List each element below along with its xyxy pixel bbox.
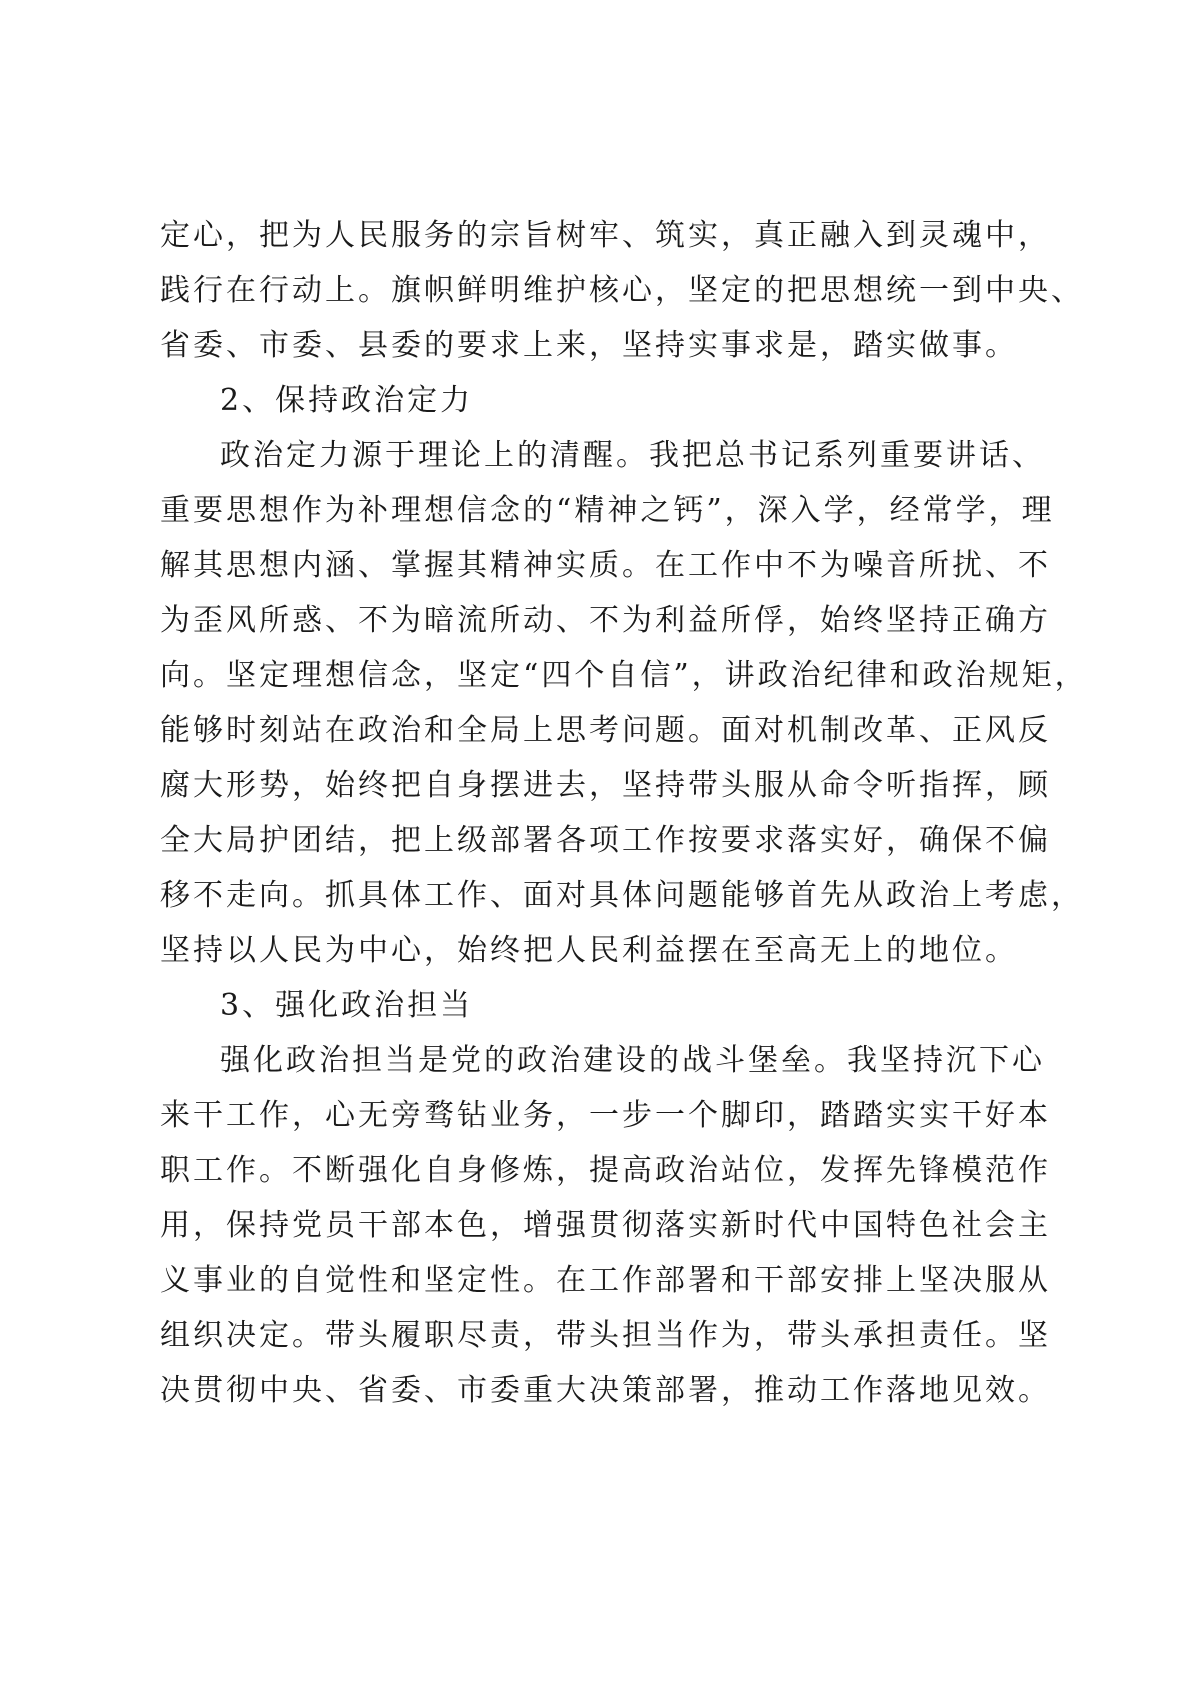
text-line: 定心，把为人民服务的宗旨树牢、筑实，真正融入到灵魂中，: [160, 218, 1051, 253]
text-line: 能够时刻站在政治和全局上思考问题。面对机制改革、正风反: [160, 713, 1051, 748]
text-line: 政治定力源于理论上的清醒。我把总书记系列重要讲话、: [220, 438, 1045, 473]
text-line: 为歪风所惑、不为暗流所动、不为利益所俘，始终坚持正确方: [160, 603, 1051, 638]
text-line: 移不走向。抓具体工作、面对具体问题能够首先从政治上考虑，: [160, 878, 1084, 913]
text-line: 省委、市委、县委的要求上来，坚持实事求是，踏实做事。: [160, 328, 1018, 363]
text-line: 强化政治担当是党的政治建设的战斗堡垒。我坚持沉下心: [220, 1043, 1045, 1078]
text-line: 组织决定。带头履职尽责，带头担当作为，带头承担责任。坚: [160, 1318, 1051, 1353]
text-line: 来干工作，心无旁骛钻业务，一步一个脚印，踏踏实实干好本: [160, 1098, 1051, 1133]
text-line: 解其思想内涵、掌握其精神实质。在工作中不为噪音所扰、不: [160, 548, 1051, 583]
text-line: 全大局护团结，把上级部署各项工作按要求落实好，确保不偏: [160, 823, 1051, 858]
text-line: 腐大形势，始终把自身摆进去，坚持带头服从命令听指挥，顾: [160, 768, 1051, 803]
text-line: 重要思想作为补理想信念的“精神之钙”，深入学，经常学，理: [160, 493, 1055, 528]
text-line: 用，保持党员干部本色，增强贯彻落实新时代中国特色社会主: [160, 1208, 1051, 1243]
section-heading: 3、强化政治担当: [220, 988, 474, 1023]
text-line: 职工作。不断强化自身修炼，提高政治站位，发挥先锋模范作: [160, 1153, 1051, 1188]
document-body: [160, 208, 1088, 1418]
text-line: 践行在行动上。旗帜鲜明维护核心，坚定的把思想统一到中央、: [160, 273, 1084, 308]
text-line: 义事业的自觉性和坚定性。在工作部署和干部安排上坚决服从: [160, 1263, 1051, 1298]
text-line: 决贯彻中央、省委、市委重大决策部署，推动工作落地见效。: [160, 1373, 1051, 1408]
section-heading: 2、保持政治定力: [220, 383, 474, 418]
text-line: 坚持以人民为中心，始终把人民利益摆在至高无上的地位。: [160, 933, 1018, 968]
text-line: 向。坚定理想信念，坚定“四个自信”，讲政治纪律和政治规矩，: [160, 658, 1088, 693]
